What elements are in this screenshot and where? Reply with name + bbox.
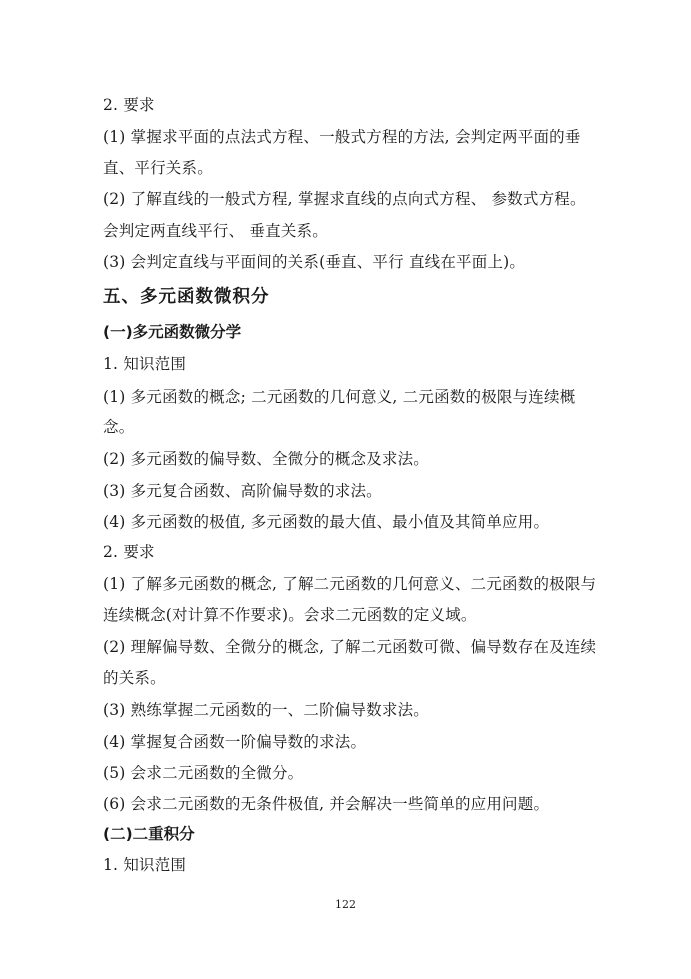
text-line: (1) 多元函数的概念; 二元函数的几何意义, 二元函数的极限与连续概 (103, 388, 576, 406)
text-line: 1. 知识范围 (103, 355, 187, 373)
text-line: 2. 要求 (103, 96, 155, 114)
text-line: (1) 了解多元函数的概念, 了解二元函数的几何意义、二元函数的极限与 (103, 575, 597, 593)
text-line: 的关系。 (103, 669, 166, 687)
text-line: (2) 了解直线的一般式方程, 掌握求直线的点向式方程、 参数式方程。 (103, 190, 586, 208)
text-line: (2) 理解偏导数、全微分的概念, 了解二元函数可微、偏导数存在及连续 (103, 638, 597, 656)
text-line: (3) 熟练掌握二元函数的一、二阶偏导数求法。 (103, 701, 429, 719)
text-line: 念。 (103, 418, 135, 436)
text-line: 1. 知识范围 (103, 856, 187, 874)
text-line: 连续概念(对计算不作要求)。会求二元函数的定义域。 (103, 606, 477, 624)
text-line: 会判定两直线平行、 垂直关系。 (103, 222, 328, 240)
text-line: 直、平行关系。 (103, 159, 213, 177)
text-line: (3) 会判定直线与平面间的关系(垂直、平行 直线在平面上)。 (103, 253, 526, 271)
text-line: (4) 掌握复合函数一阶偏导数的求法。 (103, 733, 367, 751)
subsection-heading: (一)多元函数微分学 (103, 323, 242, 341)
text-line: (1) 掌握求平面的点法式方程、一般式方程的方法, 会判定两平面的垂 (103, 128, 581, 146)
page-number: 122 (335, 898, 356, 911)
text-line: (5) 会求二元函数的全微分。 (103, 764, 304, 782)
text-line: (4) 多元函数的极值, 多元函数的最大值、最小值及其简单应用。 (103, 513, 550, 531)
section-heading: 五、多元函数微积分 (103, 287, 270, 307)
subsection-heading: (二)二重积分 (103, 825, 195, 843)
text-line: (3) 多元复合函数、高阶偏导数的求法。 (103, 482, 382, 500)
text-line: 2. 要求 (103, 543, 155, 561)
text-line: (2) 多元函数的偏导数、全微分的概念及求法。 (103, 450, 429, 468)
text-line: (6) 会求二元函数的无条件极值, 并会解决一些简单的应用问题。 (103, 795, 550, 813)
